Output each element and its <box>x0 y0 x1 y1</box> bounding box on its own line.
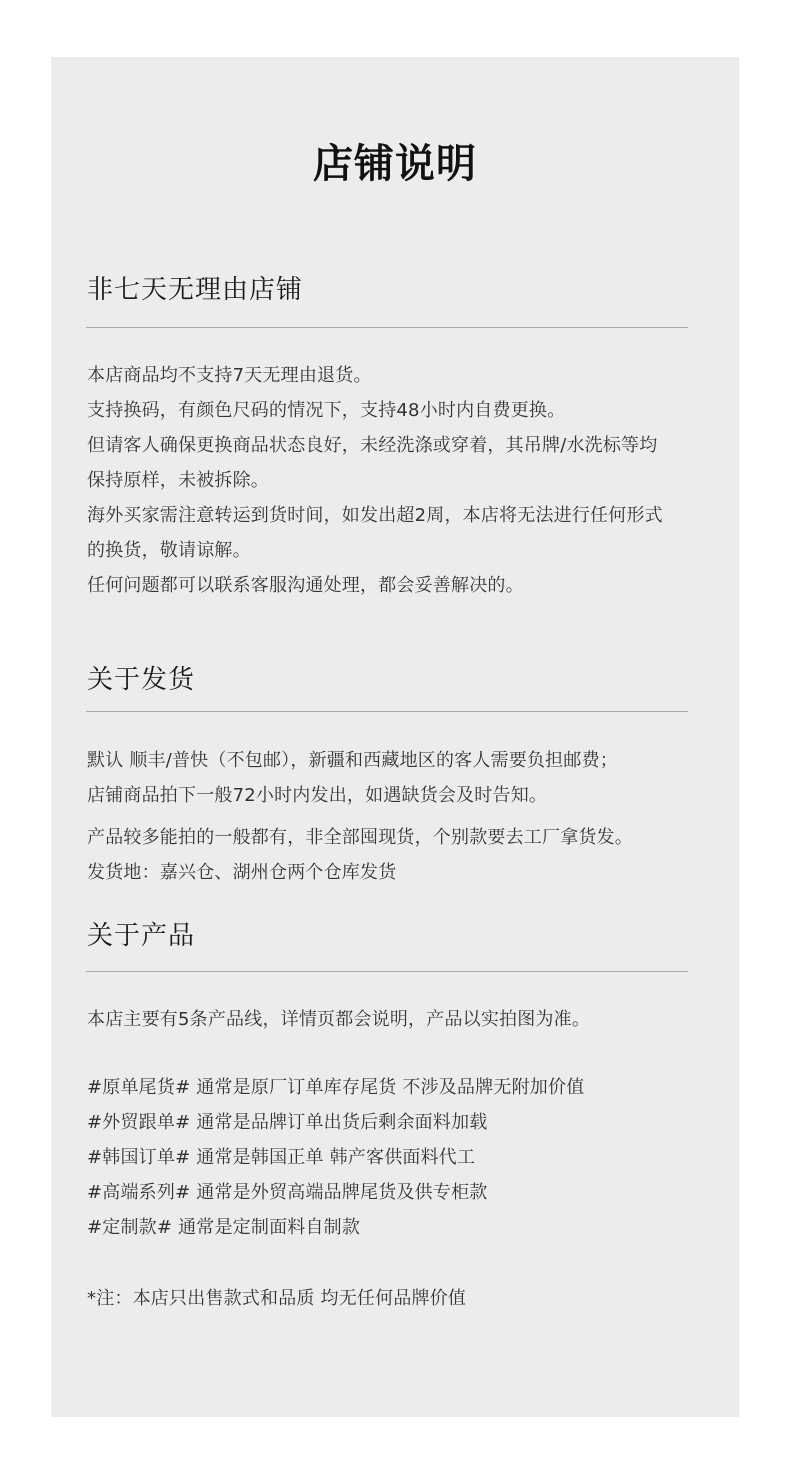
product-line-item: #定制款# 通常是定制面料自制款 <box>87 1217 361 1238</box>
product-line-item: #外贸跟单# 通常是品牌订单出货后剩余面料加载 <box>87 1112 488 1133</box>
product-note: *注：本店只出售款式和品质 均无任何品牌价值 <box>87 1288 467 1309</box>
shipping-line: 默认 顺丰/普快（不包邮），新疆和西藏地区的客人需要负担邮费； <box>87 750 618 771</box>
section-heading-no-returns: 非七天无理由店铺 <box>87 275 304 305</box>
page-title: 店铺说明 <box>313 141 477 187</box>
policy-line: 任何问题都可以联系客服沟通处理，都会妥善解决的。 <box>87 575 524 596</box>
policy-line: 保持原样，未被拆除。 <box>87 470 269 491</box>
product-line-item: #原单尾货# 通常是原厂订单库存尾货 不涉及品牌无附加价值 <box>87 1077 585 1098</box>
section-heading-shipping: 关于发货 <box>87 665 196 695</box>
product-line-item: #高端系列# 通常是外贸高端品牌尾货及供专柜款 <box>87 1182 488 1203</box>
shipping-line: 产品较多能拍的一般都有，非全部囤现货，个别款要去工厂拿货发。 <box>87 827 633 848</box>
section-heading-products: 关于产品 <box>87 921 196 951</box>
shipping-line: 店铺商品拍下一般72小时内发出，如遇缺货会及时告知。 <box>87 785 548 806</box>
product-intro-line: 本店主要有5条产品线，详情页都会说明，产品以实拍图为准。 <box>87 1009 591 1030</box>
policy-line: 的换货，敬请谅解。 <box>87 540 251 561</box>
content-panel <box>51 57 739 1417</box>
policy-line: 海外买家需注意转运到货时间，如发出超2周，本店将无法进行任何形式 <box>87 505 663 526</box>
section-divider <box>86 711 688 712</box>
section-divider <box>86 327 688 328</box>
policy-line: 但请客人确保更换商品状态良好，未经洗涤或穿着，其吊牌/水洗标等均 <box>87 435 658 456</box>
product-line-item: #韩国订单# 通常是韩国正单 韩产客供面料代工 <box>87 1147 476 1168</box>
shipping-line: 发货地：嘉兴仓、湖州仓两个仓库发货 <box>87 862 397 883</box>
policy-line: 本店商品均不支持7天无理由退货。 <box>87 365 372 386</box>
section-divider <box>86 971 688 972</box>
policy-line: 支持换码，有颜色尺码的情况下，支持48小时内自费更换。 <box>87 400 566 421</box>
